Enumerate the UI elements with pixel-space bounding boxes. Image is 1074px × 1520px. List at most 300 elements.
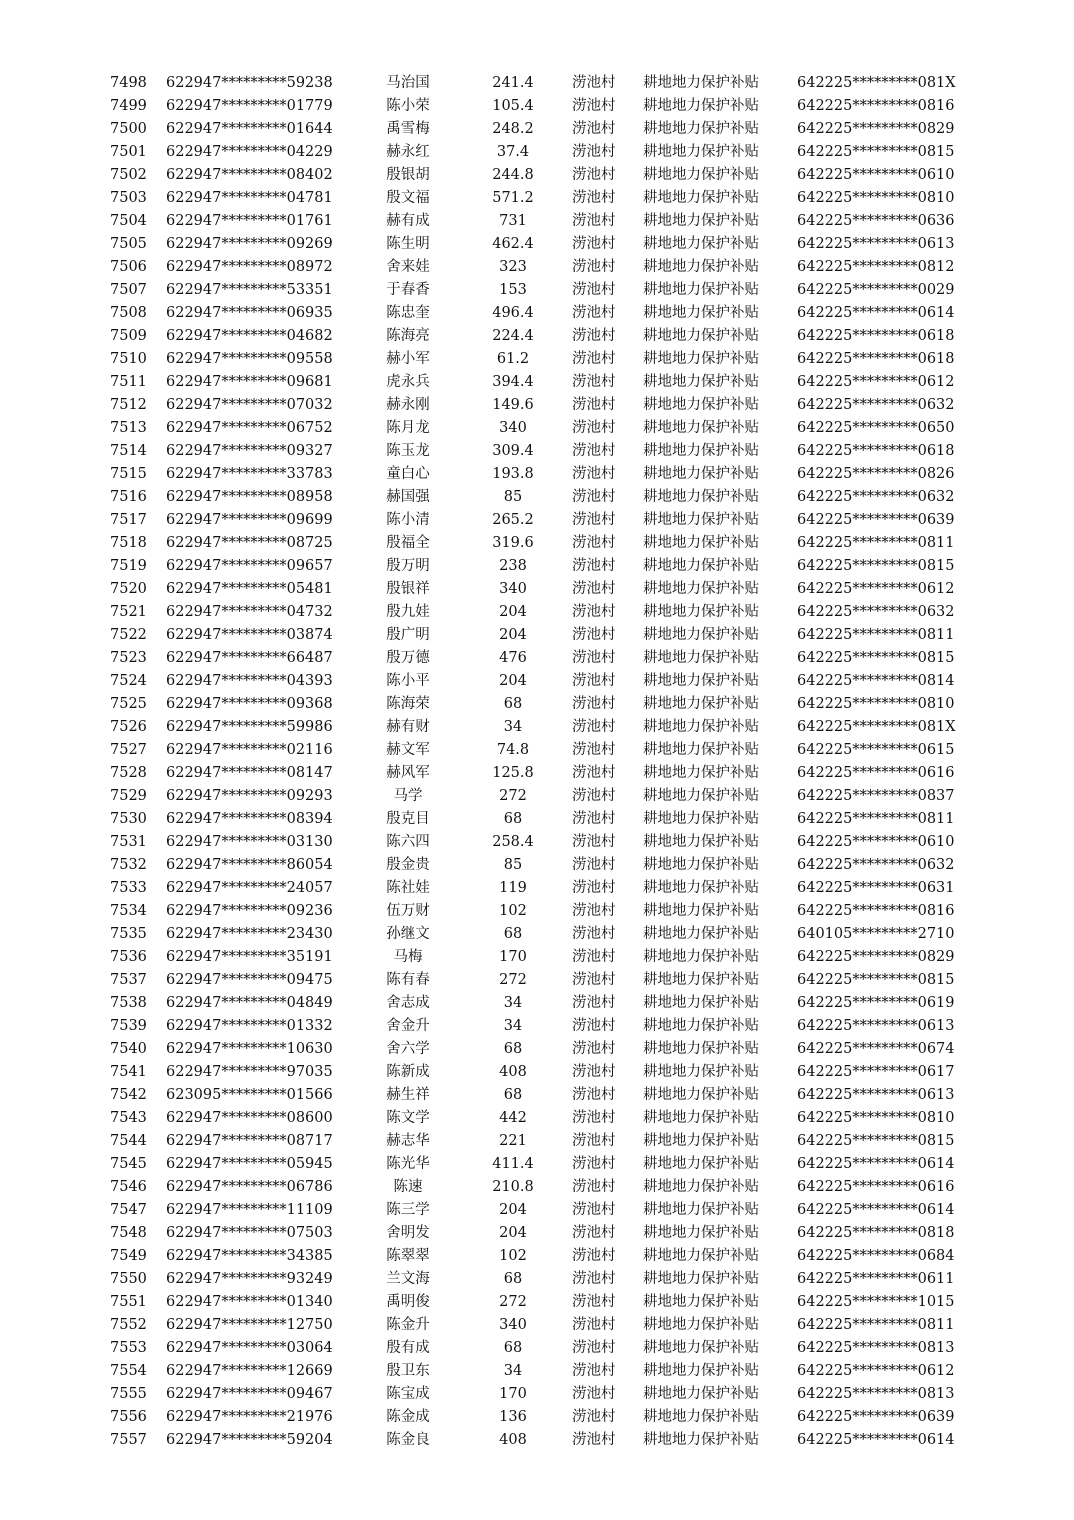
subsidy-amount: 37.4 bbox=[496, 144, 530, 160]
subsidy-type: 耕地地力保护补贴 bbox=[643, 1271, 759, 1287]
table-row bbox=[0, 486, 1074, 509]
farmer-name: 赫文军 bbox=[386, 742, 430, 758]
table-row bbox=[0, 578, 1074, 601]
subsidy-amount: 204 bbox=[499, 1202, 527, 1218]
village-name: 涝池村 bbox=[572, 788, 616, 804]
village-name: 涝池村 bbox=[572, 489, 616, 505]
subsidy-table bbox=[0, 72, 1074, 1452]
table-row bbox=[0, 72, 1074, 95]
id-card-number: 642225*********0816 bbox=[797, 903, 955, 919]
subsidy-amount: 85 bbox=[503, 489, 523, 505]
farmer-name: 舍金升 bbox=[386, 1018, 430, 1034]
subsidy-type: 耕地地力保护补贴 bbox=[643, 374, 759, 390]
subsidy-amount: 272 bbox=[499, 788, 527, 804]
farmer-name: 马治国 bbox=[386, 75, 430, 91]
subsidy-type: 耕地地力保护补贴 bbox=[643, 903, 759, 919]
subsidy-type: 耕地地力保护补贴 bbox=[643, 1087, 759, 1103]
id-card-number: 642225*********0829 bbox=[797, 949, 955, 965]
farmer-name: 舍志成 bbox=[386, 995, 430, 1011]
village-name: 涝池村 bbox=[572, 1340, 616, 1356]
subsidy-amount: 34 bbox=[503, 1018, 523, 1034]
table-row bbox=[0, 1268, 1074, 1291]
subsidy-type: 耕地地力保护补贴 bbox=[643, 696, 759, 712]
id-card-number: 642225*********0636 bbox=[797, 213, 955, 229]
row-index: 7548 bbox=[110, 1225, 147, 1241]
subsidy-amount: 68 bbox=[503, 926, 523, 942]
id-card-number: 642225*********0029 bbox=[797, 282, 955, 298]
village-name: 涝池村 bbox=[572, 282, 616, 298]
village-name: 涝池村 bbox=[572, 144, 616, 160]
id-card-number: 642225*********0610 bbox=[797, 167, 955, 183]
bank-card-number: 622947*********03130 bbox=[166, 834, 333, 850]
village-name: 涝池村 bbox=[572, 443, 616, 459]
table-row bbox=[0, 1038, 1074, 1061]
subsidy-amount: 496.4 bbox=[492, 305, 534, 321]
table-row bbox=[0, 1291, 1074, 1314]
bank-card-number: 622947*********01644 bbox=[166, 121, 333, 137]
id-card-number: 642225*********0632 bbox=[797, 397, 955, 413]
village-name: 涝池村 bbox=[572, 650, 616, 666]
row-index: 7530 bbox=[110, 811, 147, 827]
row-index: 7520 bbox=[110, 581, 147, 597]
bank-card-number: 622947*********97035 bbox=[166, 1064, 333, 1080]
subsidy-amount: 272 bbox=[499, 1294, 527, 1310]
table-row bbox=[0, 118, 1074, 141]
bank-card-number: 622947*********02116 bbox=[166, 742, 333, 758]
village-name: 涝池村 bbox=[572, 535, 616, 551]
village-name: 涝池村 bbox=[572, 1363, 616, 1379]
id-card-number: 642225*********0813 bbox=[797, 1340, 955, 1356]
village-name: 涝池村 bbox=[572, 305, 616, 321]
subsidy-type: 耕地地力保护补贴 bbox=[643, 558, 759, 574]
subsidy-amount: 408 bbox=[499, 1432, 527, 1448]
village-name: 涝池村 bbox=[572, 420, 616, 436]
bank-card-number: 622947*********09681 bbox=[166, 374, 333, 390]
id-card-number: 642225*********0619 bbox=[797, 995, 955, 1011]
table-row bbox=[0, 946, 1074, 969]
table-row bbox=[0, 440, 1074, 463]
table-row bbox=[0, 394, 1074, 417]
farmer-name: 陈金良 bbox=[386, 1432, 430, 1448]
farmer-name: 殷有成 bbox=[386, 1340, 430, 1356]
subsidy-amount: 170 bbox=[499, 949, 527, 965]
village-name: 涝池村 bbox=[572, 857, 616, 873]
subsidy-type: 耕地地力保护补贴 bbox=[643, 397, 759, 413]
bank-card-number: 622947*********59238 bbox=[166, 75, 333, 91]
bank-card-number: 622947*********09558 bbox=[166, 351, 333, 367]
row-index: 7515 bbox=[110, 466, 147, 482]
row-index: 7545 bbox=[110, 1156, 147, 1172]
farmer-name: 陈小清 bbox=[386, 512, 430, 528]
village-name: 涝池村 bbox=[572, 765, 616, 781]
village-name: 涝池村 bbox=[572, 1041, 616, 1057]
row-index: 7521 bbox=[110, 604, 147, 620]
id-card-number: 642225*********0639 bbox=[797, 512, 955, 528]
subsidy-amount: 149.6 bbox=[492, 397, 534, 413]
row-index: 7527 bbox=[110, 742, 147, 758]
subsidy-amount: 34 bbox=[503, 995, 523, 1011]
id-card-number: 642225*********0814 bbox=[797, 673, 955, 689]
subsidy-type: 耕地地力保护补贴 bbox=[643, 1225, 759, 1241]
row-index: 7542 bbox=[110, 1087, 147, 1103]
village-name: 涝池村 bbox=[572, 627, 616, 643]
id-card-number: 642225*********081X bbox=[797, 75, 956, 91]
village-name: 涝池村 bbox=[572, 1179, 616, 1195]
village-name: 涝池村 bbox=[572, 259, 616, 275]
subsidy-amount: 102 bbox=[499, 1248, 527, 1264]
table-row bbox=[0, 1130, 1074, 1153]
table-row bbox=[0, 900, 1074, 923]
subsidy-amount: 241.4 bbox=[492, 75, 534, 91]
village-name: 涝池村 bbox=[572, 466, 616, 482]
subsidy-type: 耕地地力保护补贴 bbox=[643, 1179, 759, 1195]
farmer-name: 殷银胡 bbox=[386, 167, 430, 183]
table-row bbox=[0, 164, 1074, 187]
id-card-number: 642225*********0837 bbox=[797, 788, 955, 804]
farmer-name: 虎永兵 bbox=[386, 374, 430, 390]
bank-card-number: 622947*********93249 bbox=[166, 1271, 333, 1287]
id-card-number: 642225*********0811 bbox=[797, 1317, 955, 1333]
subsidy-type: 耕地地力保护补贴 bbox=[643, 995, 759, 1011]
farmer-name: 童白心 bbox=[386, 466, 430, 482]
subsidy-type: 耕地地力保护补贴 bbox=[643, 420, 759, 436]
bank-card-number: 622947*********01340 bbox=[166, 1294, 333, 1310]
subsidy-amount: 265.2 bbox=[492, 512, 534, 528]
subsidy-type: 耕地地力保护补贴 bbox=[643, 1386, 759, 1402]
subsidy-type: 耕地地力保护补贴 bbox=[643, 1294, 759, 1310]
row-index: 7555 bbox=[110, 1386, 147, 1402]
id-card-number: 642225*********0829 bbox=[797, 121, 955, 137]
table-row bbox=[0, 1337, 1074, 1360]
farmer-name: 舍来娃 bbox=[386, 259, 430, 275]
village-name: 涝池村 bbox=[572, 949, 616, 965]
bank-card-number: 622947*********09699 bbox=[166, 512, 333, 528]
table-row bbox=[0, 348, 1074, 371]
row-index: 7499 bbox=[110, 98, 147, 114]
row-index: 7514 bbox=[110, 443, 147, 459]
id-card-number: 642225*********0811 bbox=[797, 535, 955, 551]
subsidy-amount: 68 bbox=[503, 696, 523, 712]
table-row bbox=[0, 417, 1074, 440]
subsidy-amount: 309.4 bbox=[492, 443, 534, 459]
farmer-name: 殷九娃 bbox=[386, 604, 430, 620]
table-row bbox=[0, 739, 1074, 762]
row-index: 7529 bbox=[110, 788, 147, 804]
table-row bbox=[0, 1084, 1074, 1107]
table-row bbox=[0, 969, 1074, 992]
row-index: 7533 bbox=[110, 880, 147, 896]
village-name: 涝池村 bbox=[572, 995, 616, 1011]
farmer-name: 殷金贵 bbox=[386, 857, 430, 873]
village-name: 涝池村 bbox=[572, 121, 616, 137]
table-row bbox=[0, 463, 1074, 486]
village-name: 涝池村 bbox=[572, 581, 616, 597]
bank-card-number: 622947*********24057 bbox=[166, 880, 333, 896]
village-name: 涝池村 bbox=[572, 351, 616, 367]
bank-card-number: 622947*********08972 bbox=[166, 259, 333, 275]
subsidy-amount: 68 bbox=[503, 1087, 523, 1103]
row-index: 7537 bbox=[110, 972, 147, 988]
farmer-name: 赫风军 bbox=[386, 765, 430, 781]
id-card-number: 642225*********0618 bbox=[797, 443, 955, 459]
subsidy-amount: 408 bbox=[499, 1064, 527, 1080]
table-row bbox=[0, 325, 1074, 348]
farmer-name: 殷福全 bbox=[386, 535, 430, 551]
row-index: 7506 bbox=[110, 259, 147, 275]
id-card-number: 642225*********0632 bbox=[797, 857, 955, 873]
village-name: 涝池村 bbox=[572, 75, 616, 91]
subsidy-type: 耕地地力保护补贴 bbox=[643, 1317, 759, 1333]
subsidy-type: 耕地地力保护补贴 bbox=[643, 949, 759, 965]
id-card-number: 642225*********0632 bbox=[797, 489, 955, 505]
bank-card-number: 622947*********09269 bbox=[166, 236, 333, 252]
farmer-name: 禹明俊 bbox=[386, 1294, 430, 1310]
subsidy-type: 耕地地力保护补贴 bbox=[643, 857, 759, 873]
subsidy-amount: 68 bbox=[503, 811, 523, 827]
village-name: 涝池村 bbox=[572, 1225, 616, 1241]
subsidy-type: 耕地地力保护补贴 bbox=[643, 765, 759, 781]
farmer-name: 兰文海 bbox=[386, 1271, 430, 1287]
village-name: 涝池村 bbox=[572, 1018, 616, 1034]
id-card-number: 642225*********0618 bbox=[797, 351, 955, 367]
subsidy-amount: 571.2 bbox=[492, 190, 534, 206]
bank-card-number: 622947*********59986 bbox=[166, 719, 333, 735]
farmer-name: 陈忠奎 bbox=[386, 305, 430, 321]
subsidy-type: 耕地地力保护补贴 bbox=[643, 75, 759, 91]
bank-card-number: 622947*********09475 bbox=[166, 972, 333, 988]
id-card-number: 642225*********0614 bbox=[797, 1202, 955, 1218]
village-name: 涝池村 bbox=[572, 1064, 616, 1080]
table-row bbox=[0, 808, 1074, 831]
village-name: 涝池村 bbox=[572, 811, 616, 827]
row-index: 7549 bbox=[110, 1248, 147, 1264]
row-index: 7505 bbox=[110, 236, 147, 252]
table-row bbox=[0, 647, 1074, 670]
bank-card-number: 622947*********10630 bbox=[166, 1041, 333, 1057]
table-row bbox=[0, 256, 1074, 279]
row-index: 7528 bbox=[110, 765, 147, 781]
village-name: 涝池村 bbox=[572, 1432, 616, 1448]
id-card-number: 642225*********0811 bbox=[797, 627, 955, 643]
row-index: 7525 bbox=[110, 696, 147, 712]
farmer-name: 陈宝成 bbox=[386, 1386, 430, 1402]
farmer-name: 陈金成 bbox=[386, 1409, 430, 1425]
table-row bbox=[0, 716, 1074, 739]
subsidy-amount: 193.8 bbox=[492, 466, 534, 482]
bank-card-number: 622947*********11109 bbox=[166, 1202, 333, 1218]
id-card-number: 642225*********0818 bbox=[797, 1225, 955, 1241]
bank-card-number: 622947*********33783 bbox=[166, 466, 333, 482]
id-card-number: 642225*********0813 bbox=[797, 1386, 955, 1402]
subsidy-amount: 462.4 bbox=[492, 236, 534, 252]
farmer-name: 陈三学 bbox=[386, 1202, 430, 1218]
id-card-number: 640105*********2710 bbox=[797, 926, 955, 942]
table-row bbox=[0, 509, 1074, 532]
table-row bbox=[0, 670, 1074, 693]
row-index: 7538 bbox=[110, 995, 147, 1011]
table-row bbox=[0, 1199, 1074, 1222]
bank-card-number: 622947*********08394 bbox=[166, 811, 333, 827]
subsidy-type: 耕地地力保护补贴 bbox=[643, 788, 759, 804]
village-name: 涝池村 bbox=[572, 742, 616, 758]
village-name: 涝池村 bbox=[572, 696, 616, 712]
row-index: 7517 bbox=[110, 512, 147, 528]
row-index: 7507 bbox=[110, 282, 147, 298]
table-row bbox=[0, 762, 1074, 785]
subsidy-amount: 61.2 bbox=[496, 351, 530, 367]
bank-card-number: 622947*********03874 bbox=[166, 627, 333, 643]
row-index: 7544 bbox=[110, 1133, 147, 1149]
table-row bbox=[0, 95, 1074, 118]
farmer-name: 殷卫东 bbox=[386, 1363, 430, 1379]
id-card-number: 642225*********0616 bbox=[797, 1179, 955, 1195]
row-index: 7535 bbox=[110, 926, 147, 942]
row-index: 7547 bbox=[110, 1202, 147, 1218]
id-card-number: 642225*********0674 bbox=[797, 1041, 955, 1057]
subsidy-type: 耕地地力保护补贴 bbox=[643, 1409, 759, 1425]
subsidy-type: 耕地地力保护补贴 bbox=[643, 811, 759, 827]
table-row bbox=[0, 877, 1074, 900]
farmer-name: 陈玉龙 bbox=[386, 443, 430, 459]
village-name: 涝池村 bbox=[572, 1386, 616, 1402]
village-name: 涝池村 bbox=[572, 604, 616, 620]
farmer-name: 赫生祥 bbox=[386, 1087, 430, 1103]
bank-card-number: 622947*********04849 bbox=[166, 995, 333, 1011]
bank-card-number: 622947*********04732 bbox=[166, 604, 333, 620]
farmer-name: 陈生明 bbox=[386, 236, 430, 252]
subsidy-type: 耕地地力保护补贴 bbox=[643, 466, 759, 482]
village-name: 涝池村 bbox=[572, 512, 616, 528]
id-card-number: 642225*********0613 bbox=[797, 1087, 955, 1103]
subsidy-amount: 68 bbox=[503, 1271, 523, 1287]
farmer-name: 陈金升 bbox=[386, 1317, 430, 1333]
subsidy-type: 耕地地力保护补贴 bbox=[643, 1432, 759, 1448]
subsidy-type: 耕地地力保护补贴 bbox=[643, 535, 759, 551]
bank-card-number: 622947*********05945 bbox=[166, 1156, 333, 1172]
farmer-name: 殷克目 bbox=[386, 811, 430, 827]
subsidy-amount: 224.4 bbox=[492, 328, 534, 344]
table-row bbox=[0, 785, 1074, 808]
subsidy-amount: 204 bbox=[499, 673, 527, 689]
row-index: 7511 bbox=[110, 374, 147, 390]
village-name: 涝池村 bbox=[572, 1110, 616, 1126]
subsidy-type: 耕地地力保护补贴 bbox=[643, 1248, 759, 1264]
row-index: 7550 bbox=[110, 1271, 147, 1287]
table-row bbox=[0, 992, 1074, 1015]
village-name: 涝池村 bbox=[572, 558, 616, 574]
bank-card-number: 622947*********09368 bbox=[166, 696, 333, 712]
village-name: 涝池村 bbox=[572, 972, 616, 988]
subsidy-type: 耕地地力保护补贴 bbox=[643, 1202, 759, 1218]
farmer-name: 陈小荣 bbox=[386, 98, 430, 114]
village-name: 涝池村 bbox=[572, 1294, 616, 1310]
id-card-number: 642225*********0632 bbox=[797, 604, 955, 620]
subsidy-type: 耕地地力保护补贴 bbox=[643, 305, 759, 321]
subsidy-amount: 34 bbox=[503, 1363, 523, 1379]
farmer-name: 陈翠翠 bbox=[386, 1248, 430, 1264]
subsidy-amount: 340 bbox=[499, 581, 527, 597]
village-name: 涝池村 bbox=[572, 1087, 616, 1103]
id-card-number: 642225*********081X bbox=[797, 719, 956, 735]
id-card-number: 642225*********0610 bbox=[797, 834, 955, 850]
farmer-name: 陈海亮 bbox=[386, 328, 430, 344]
subsidy-amount: 248.2 bbox=[492, 121, 534, 137]
row-index: 7508 bbox=[110, 305, 147, 321]
table-row bbox=[0, 831, 1074, 854]
id-card-number: 642225*********0615 bbox=[797, 742, 955, 758]
table-row bbox=[0, 601, 1074, 624]
row-index: 7526 bbox=[110, 719, 147, 735]
id-card-number: 642225*********0631 bbox=[797, 880, 955, 896]
row-index: 7531 bbox=[110, 834, 147, 850]
row-index: 7502 bbox=[110, 167, 147, 183]
subsidy-type: 耕地地力保护补贴 bbox=[643, 581, 759, 597]
farmer-name: 殷广明 bbox=[386, 627, 430, 643]
bank-card-number: 622947*********06752 bbox=[166, 420, 333, 436]
farmer-name: 赫有成 bbox=[386, 213, 430, 229]
village-name: 涝池村 bbox=[572, 98, 616, 114]
table-row bbox=[0, 1245, 1074, 1268]
bank-card-number: 622947*********35191 bbox=[166, 949, 333, 965]
row-index: 7509 bbox=[110, 328, 147, 344]
farmer-name: 孙继文 bbox=[386, 926, 430, 942]
row-index: 7524 bbox=[110, 673, 147, 689]
village-name: 涝池村 bbox=[572, 167, 616, 183]
subsidy-type: 耕地地力保护补贴 bbox=[643, 190, 759, 206]
subsidy-amount: 119 bbox=[499, 880, 527, 896]
subsidy-type: 耕地地力保护补贴 bbox=[643, 443, 759, 459]
bank-card-number: 622947*********04682 bbox=[166, 328, 333, 344]
subsidy-type: 耕地地力保护补贴 bbox=[643, 627, 759, 643]
row-index: 7519 bbox=[110, 558, 147, 574]
row-index: 7518 bbox=[110, 535, 147, 551]
bank-card-number: 622947*********01761 bbox=[166, 213, 333, 229]
subsidy-type: 耕地地力保护补贴 bbox=[643, 236, 759, 252]
farmer-name: 赫有财 bbox=[386, 719, 430, 735]
village-name: 涝池村 bbox=[572, 1317, 616, 1333]
village-name: 涝池村 bbox=[572, 1409, 616, 1425]
row-index: 7534 bbox=[110, 903, 147, 919]
id-card-number: 642225*********0612 bbox=[797, 374, 955, 390]
bank-card-number: 622947*********09467 bbox=[166, 1386, 333, 1402]
row-index: 7513 bbox=[110, 420, 147, 436]
farmer-name: 陈社娃 bbox=[386, 880, 430, 896]
row-index: 7504 bbox=[110, 213, 147, 229]
table-row bbox=[0, 1406, 1074, 1429]
row-index: 7532 bbox=[110, 857, 147, 873]
subsidy-amount: 74.8 bbox=[496, 742, 530, 758]
table-row bbox=[0, 555, 1074, 578]
village-name: 涝池村 bbox=[572, 374, 616, 390]
bank-card-number: 622947*********06786 bbox=[166, 1179, 333, 1195]
farmer-name: 伍万财 bbox=[386, 903, 430, 919]
table-row bbox=[0, 141, 1074, 164]
subsidy-amount: 394.4 bbox=[492, 374, 534, 390]
farmer-name: 赫志华 bbox=[386, 1133, 430, 1149]
subsidy-type: 耕地地力保护补贴 bbox=[643, 121, 759, 137]
id-card-number: 642225*********0617 bbox=[797, 1064, 955, 1080]
village-name: 涝池村 bbox=[572, 236, 616, 252]
row-index: 7501 bbox=[110, 144, 147, 160]
table-row bbox=[0, 1061, 1074, 1084]
farmer-name: 舍明发 bbox=[386, 1225, 430, 1241]
row-index: 7539 bbox=[110, 1018, 147, 1034]
farmer-name: 陈月龙 bbox=[386, 420, 430, 436]
subsidy-type: 耕地地力保护补贴 bbox=[643, 259, 759, 275]
bank-card-number: 622947*********01779 bbox=[166, 98, 333, 114]
farmer-name: 陈新成 bbox=[386, 1064, 430, 1080]
id-card-number: 642225*********0815 bbox=[797, 558, 955, 574]
